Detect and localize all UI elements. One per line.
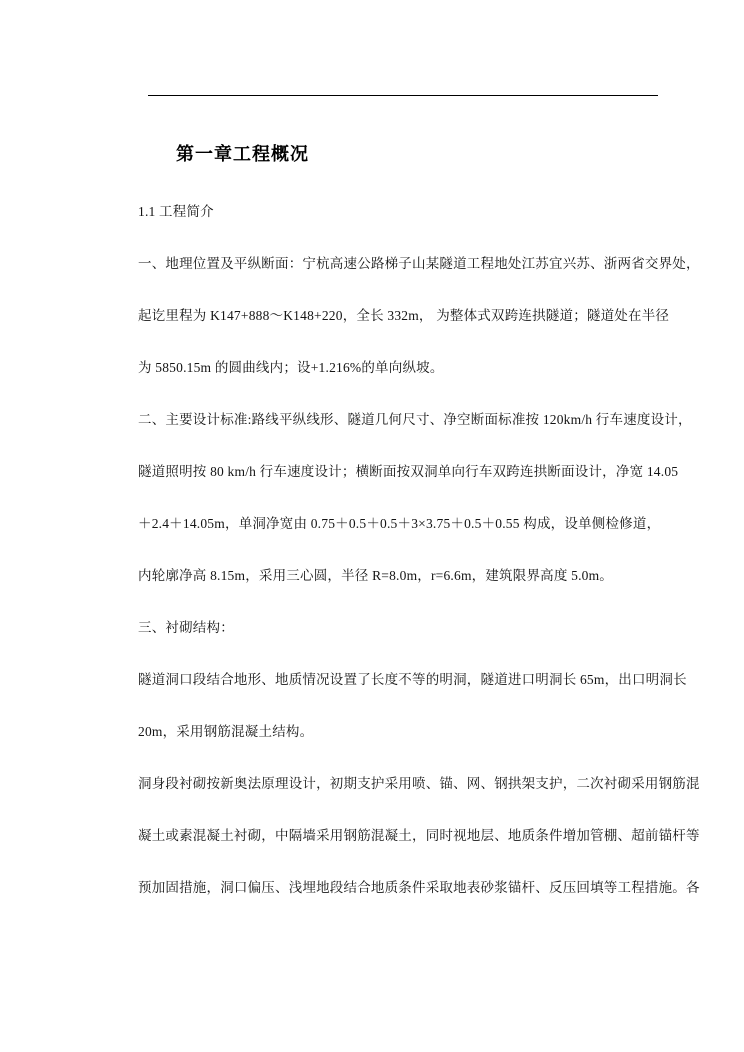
document-body <box>138 186 700 914</box>
header-rule <box>148 95 658 96</box>
text-line-8: 三、衬砌结构： <box>138 620 234 635</box>
text-line-2: 起讫里程为 K147+888～K148+220，全长 332m， 为整体式双跨连拱隧道；隧道处在半径 <box>138 308 670 323</box>
text-line-9: 隧道洞口段结合地形、地质情况设置了长度不等的明洞，隧道进口明洞长 65m，出口明洞长 <box>138 672 687 687</box>
text-line-11: 洞身段衬砌按新奥法原理设计，初期支护采用喷、锚、网、钢拱架支护，二次衬砌采用钢筋混 <box>138 776 700 791</box>
text-line-3: 为 5850.15m 的圆曲线内；设+1.216%的单向纵坡。 <box>138 360 444 375</box>
text-line-1: 一、地理位置及平纵断面：宁杭高速公路梯子山某隧道工程地处江苏宜兴苏、浙两省交界处， <box>138 256 700 271</box>
section-heading: 1.1 工程简介 <box>138 204 214 219</box>
text-line-13: 预加固措施，洞口偏压、浅埋地段结合地质条件采取地表砂浆锚杆、反压回填等工程措施。各 <box>138 880 700 895</box>
chapter-title: 第一章工程概况 <box>176 144 309 164</box>
text-line-7: 内轮廓净高 8.15m，采用三心圆，半径 R=8.0m，r=6.6m，建筑限界高度 5.0m。 <box>138 568 614 583</box>
text-line-10: 20m，采用钢筋混凝土结构。 <box>138 724 314 739</box>
text-line-6: ＋2.4＋14.05m，单洞净宽由 0.75＋0.5＋0.5＋3×3.75＋0.5＋0.55 构成，设单侧检修道， <box>138 516 661 531</box>
text-line-5: 隧道照明按 80 km/h 行车速度设计；横断面按双洞单向行车双跨连拱断面设计，净宽 14.05 <box>138 464 679 479</box>
text-line-12: 凝土或素混凝土衬砌，中隔墙采用钢筋混凝土，同时视地层、地质条件增加管棚、超前锚杆等 <box>138 828 700 843</box>
text-line-4: 二、主要设计标准:路线平纵线形、隧道几何尺寸、净空断面标准按 120km/h 行车速度设计， <box>138 412 692 427</box>
